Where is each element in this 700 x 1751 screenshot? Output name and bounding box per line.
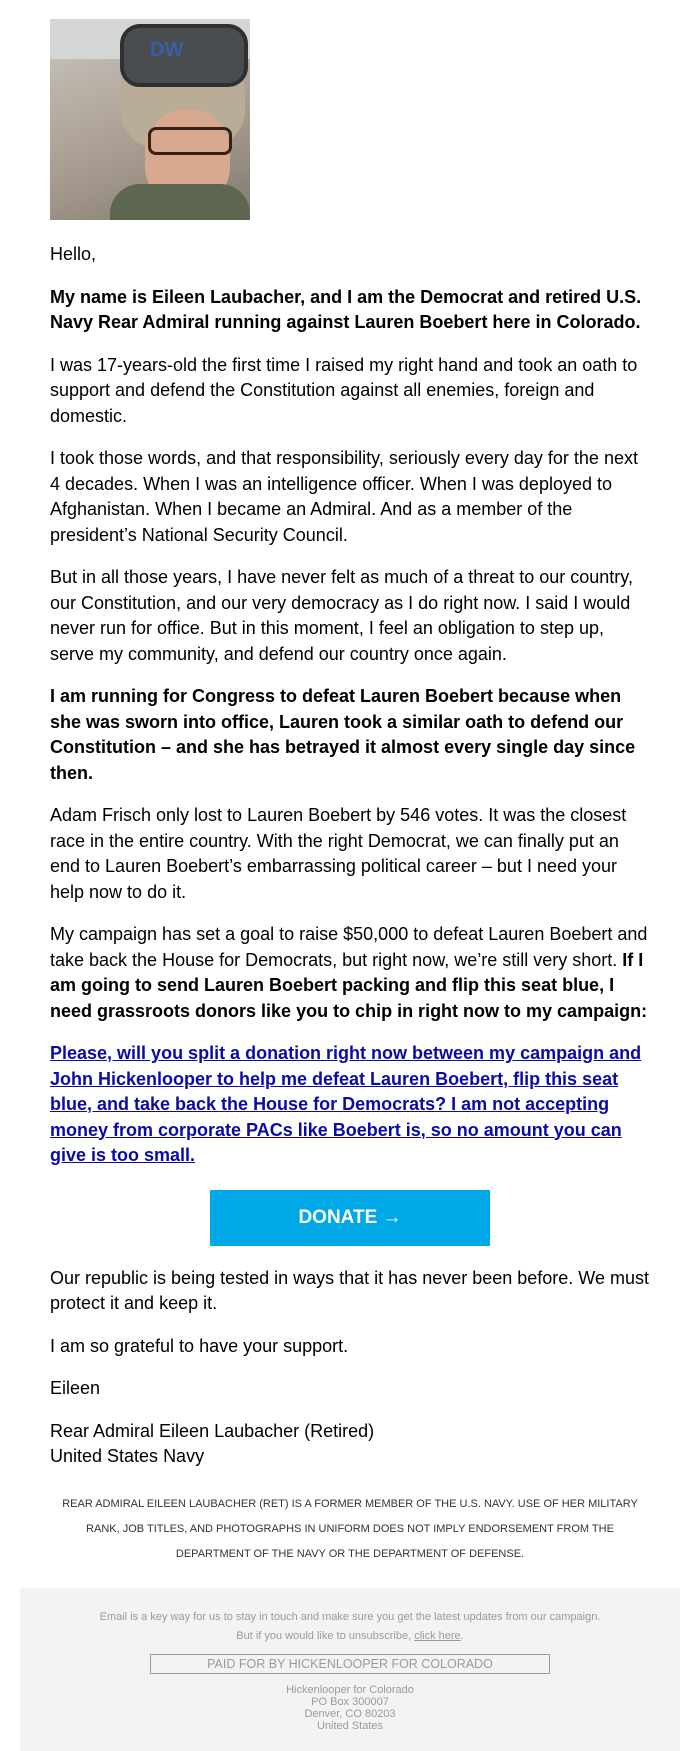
paragraph: But in all those years, I have never felt as much of a threat to our country, our Constitution, and our very democracy as I do right now. I said I would never run for office. But in this moment, I feel an obligation to step up, serve my community, and defend our country once again. (50, 567, 633, 664)
goal-paragraph: My campaign has set a goal to raise $50,000 to defeat Lauren Boebert and take back the House for Democrats, but right now, we’re still very short. If I am going to send Lauren Boebert packing and flip this seat blue, I need grassroots donors like you to chip in right now to my campaign: (50, 924, 648, 1021)
donation-ask-link[interactable]: Please, will you split a donation right now between my campaign and John Hickenlooper to help me defeat Lauren Boebert, flip this seat blue, and take back the House for Democrats? I am not accepting money from corporate PACs like Boebert is, so no amount you can give is too small. (50, 1043, 642, 1165)
paid-for-box: PAID FOR BY HICKENLOOPER FOR COLORADO (150, 1654, 550, 1674)
footer: Email is a key way for us to stay in touch and make sure you get the latest updates from our campaign. But if you would like to unsubscribe, click here. PAID FOR BY HICKENLOOPER FOR COLORADO Hickenlooper for Colorado PO Box 300007 Denver, CO 80203 United States (20, 1588, 680, 1751)
paragraph: I was 17-years-old the first time I raised my right hand and took an oath to support and defend the Constitution against all enemies, foreign and domestic. (50, 354, 638, 426)
paragraph: Adam Frisch only lost to Lauren Boebert by 546 votes. It was the closest race in the entire country. With the right Democrat, we can finally put an end to Lauren Boebert’s embarrassing political career – but I need your help now to do it. (50, 805, 627, 902)
footer-message: Email is a key way for us to stay in touch and make sure you get the latest updates from our campaign. (99, 1611, 601, 1623)
sign-off: Eileen (50, 1378, 101, 1398)
closing-paragraph: Our republic is being tested in ways that it has never been before. We must protect it and keep it. (50, 1267, 649, 1313)
ask-paragraph (50, 1041, 650, 1169)
greeting: Hello, (50, 244, 97, 264)
candidate-photo (50, 19, 250, 220)
bold-paragraph: I am running for Congress to defeat Lauren Boebert because when she was sworn into office, Lauren took a similar oath to defend our Constitution – and she has betrayed it almost every single day since then. (50, 686, 636, 783)
closing-paragraph: I am so grateful to have your support. (50, 1335, 349, 1356)
mailing-address: Hickenlooper for Colorado PO Box 300007 Denver, CO 80203 United States (286, 1684, 414, 1732)
intro: My name is Eileen Laubacher, and I am the Democrat and retired U.S. Navy Rear Admiral running against Lauren Boebert here in Colorado. (50, 286, 642, 332)
unsubscribe-link[interactable]: click here (414, 1630, 461, 1642)
military-disclaimer: REAR ADMIRAL EILEEN LAUBACHER (RET) IS A FORMER MEMBER OF THE U.S. NAVY. USE OF HER MILITARY RANK, JOB TITLES, AND PHOTOGRAPHS IN UNIFORM DOES NOT IMPLY ENDORSEMENT FROM THE DEPARTMENT OF THE NAVY OR THE DEPARTMENT OF DEFENSE. (62, 1497, 638, 1560)
signature: Rear Admiral Eileen Laubacher (Retired) United States Navy (50, 1420, 375, 1466)
goggle-lettering: DW (150, 39, 184, 61)
paragraph: I took those words, and that responsibility, seriously every day for the next 4 decades. When I was an intelligence officer. When I was deployed to Afghanistan. When I became an Admiral. And as a member of the president’s National Security Council. (50, 448, 638, 545)
donate-button[interactable]: DONATE → (210, 1190, 490, 1246)
